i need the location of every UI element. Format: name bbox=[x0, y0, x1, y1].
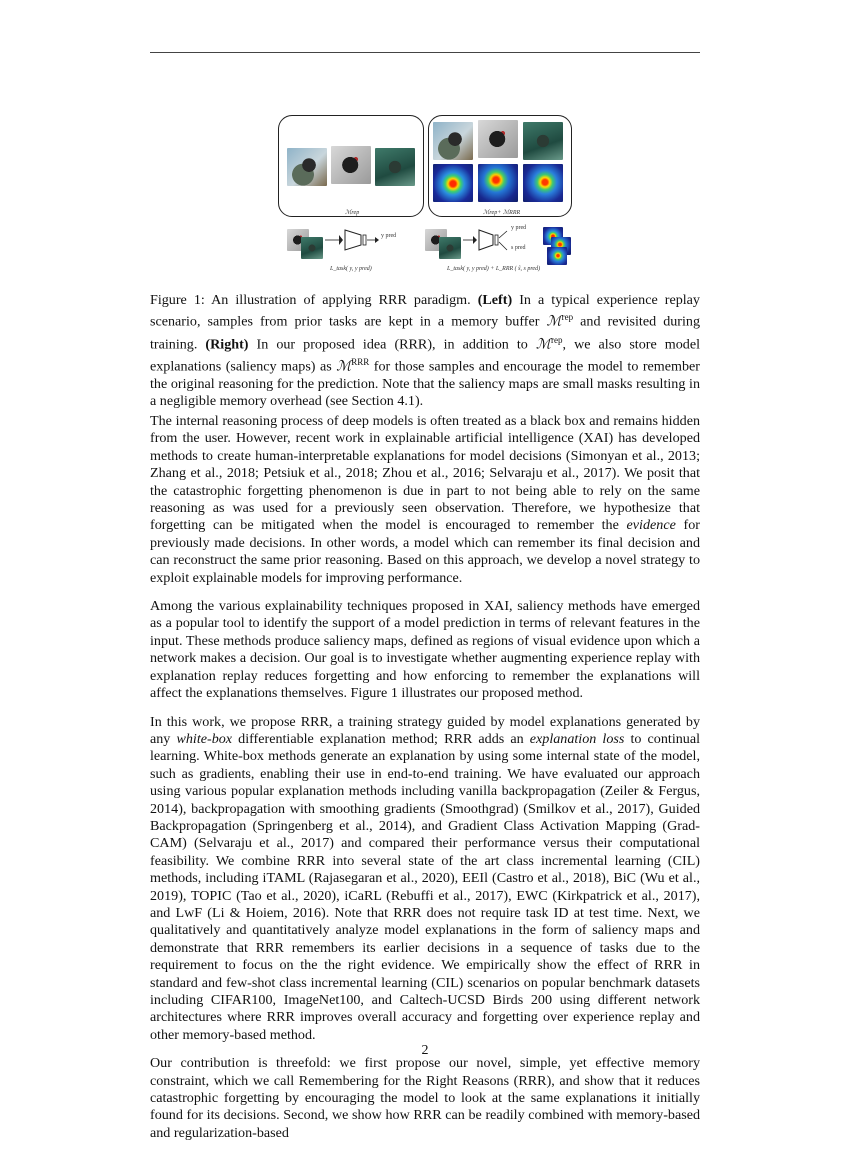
bird-image bbox=[478, 120, 518, 158]
saliency-map bbox=[523, 164, 563, 202]
header-rule bbox=[150, 52, 700, 53]
bird-image bbox=[433, 122, 473, 160]
input-image bbox=[301, 237, 323, 259]
figure-1 bbox=[275, 113, 575, 283]
input-image bbox=[439, 237, 461, 259]
bird-image bbox=[287, 148, 327, 186]
right-memory-label: ℳrep+ ℳRRR bbox=[483, 210, 521, 216]
bird-image bbox=[523, 122, 563, 160]
saliency-map bbox=[433, 164, 473, 202]
saliency-map bbox=[478, 164, 518, 202]
paragraph: In this work, we propose RRR, a training strategy guided by model explanations generated by any white-box differentiable explanation method; RRR adds an explanation loss to continual learning. White-box methods generate an explanation by using some internal state of the model, such as gradients, enabling their use in end-to-end training. We have evaluated our approach using various popular explanation methods including vanilla backpropagation (Zeiler & Fergus, 2014), backpropagation with smoothing gradients (Smoothgrad) (Smilkov et al., 2017), Guided Backpropagation (Springenberg et al., 2014), and Gradient Class Activation Mapping (Grad-CAM) (Selvaraju et al., 2017) and compared their performance versus their computational feasibility. We combine RRR into several state of the art class incremental learning (CIL) methods, including iTAML (Rajasegaran et al., 2020), EEIl (Castro et al., 2018), BiC (Wu et al., 2019), TOPIC (Tao et al., 2020), iCaRL (Rebuffi et al., 2017), EWC (Kirkpatrick et al., 2017), and LwF (Li & Hoiem, 2016). Note that RRR does not require task ID at test time. Next, we qualitatively and quantitatively analyze model explanations in the form of saliency maps and demonstrate that RRR remembers its earlier decisions in a sequence of tasks due to the requirement to focus on the the right evidence. We empirically show the effect of RRR in standard and few-shot class incremental learning (CIL) scenarios on popular benchmark datasets including CIFAR100, ImageNet100, and Caltech-UCSD Birds 200 using different network architectures where RRR improves overall accuracy and forgetting over experience replay and other memory-based method. bbox=[150, 713, 700, 1043]
page-number: 2 bbox=[421, 1043, 429, 1058]
y-pred-label: y pred bbox=[381, 233, 397, 239]
paragraph: The internal reasoning process of deep models is often treated as a black box and remains hidden from the user. However, recent work in explainable artificial intelligence (XAI) has developed methods to create human-interpretable explanations for model decisions (Simonyan et al., 2013; Zhang et al., 2018; Petsiuk et al., 2018; Zhou et al., 2016; Selvaraju et al., 2017). We posit that the catastrophic forgetting phenomenon is due in part to not being able to rely on the same reasoning as was used for a previously seen observation. Therefore, we hypothesize that forgetting can be mitigated when the model is encouraged to remember the evidence for previously made decisions. In other words, a model which can remember its final decision and can reconstruct the same prior reasoning. Based on this approach, we develop a novel strategy to exploit explainable models for improving performance. bbox=[150, 413, 700, 586]
right-panel bbox=[428, 115, 572, 217]
left-panel bbox=[278, 115, 424, 217]
y-pred-label: y pred bbox=[511, 225, 527, 231]
bird-image bbox=[331, 146, 371, 184]
saliency-map bbox=[547, 247, 567, 265]
network-diagram bbox=[463, 225, 513, 259]
paragraph: Among the various explainability techniques proposed in XAI, saliency methods have emerged as a popular tool to identify the support of a model prediction in terms of relevant features in the input. These methods produce saliency maps, defined as regions of visual evidence upon which a network makes a decision. Our goal is to investigate whether augmenting experience replay with explanation replay reduces forgetting and how enforcing to remember the explanations will affect the explanations themselves. Figure 1 illustrates our proposed method. bbox=[150, 598, 700, 702]
paragraph: Our contribution is threefold: we first propose our novel, simple, yet effective memory constraint, which we call Remembering for the Right Reasons (RRR), and show that it reduces catastrophic forgetting by encouraging the model to look at the same explanations it initially found for its decisions. Second, we show how RRR can be readily combined with memory-based and regularization-based bbox=[150, 1055, 700, 1141]
body-text bbox=[150, 413, 700, 1153]
left-memory-label: ℳrep bbox=[345, 210, 360, 216]
network-diagram bbox=[325, 227, 395, 257]
figure-caption: Figure 1: An illustration of applying RRR paradigm. (Left) In a typical experience replay scenario, samples from prior tasks are kept in a memory buffer ℳ$^{rep}$ and revisited during training. (Right) In our proposed idea (RRR), in addition to ℳ$^{rep}$, we also store model explanations (saliency maps) as ℳ$^{RRR}$ for those samples and encourage the model to remember the original reasoning for the prediction. Note that the saliency maps are small masks resulting in a negligible memory overhead (see Section 4.1). bbox=[150, 292, 700, 410]
bird-image bbox=[375, 148, 415, 186]
s-pred-label: s pred bbox=[511, 245, 526, 251]
left-loss: L_task( y, y pred) bbox=[330, 266, 372, 272]
right-loss: L_task( y, y pred) + L_RRR ( ŝ, s pred) bbox=[447, 266, 541, 272]
